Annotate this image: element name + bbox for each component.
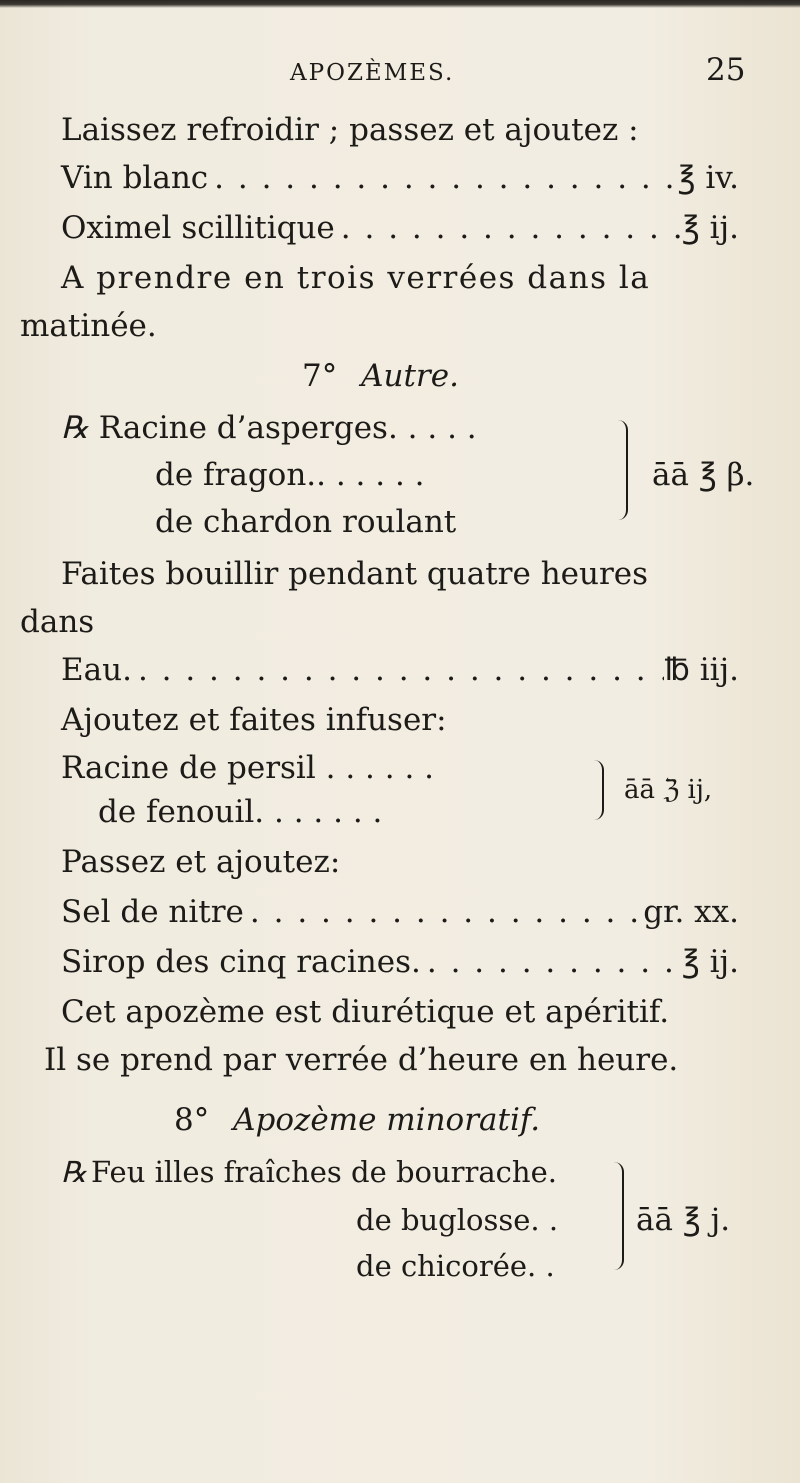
ingredient-line [61, 408, 477, 448]
group-quantity: āā ℥ β. [652, 457, 755, 493]
leader-dots [335, 208, 682, 248]
recipe-symbol-icon: ℞ [61, 1155, 87, 1189]
section-heading [174, 1100, 540, 1140]
text-line: Faites bouillir pendant quatre heures [61, 556, 649, 592]
ingredient-row [61, 942, 739, 982]
leader-dots [208, 158, 677, 198]
section-number: 7° [302, 358, 338, 394]
ingredient-quantity: ℥ ij. [681, 944, 739, 980]
ingredient-row [61, 892, 739, 932]
section-heading [302, 356, 459, 396]
ingredient-quantity: ℥ iv. [677, 160, 739, 196]
leader-dots [421, 942, 682, 982]
text-line: Il se prend par verrée d’heure en heure. [44, 1042, 679, 1078]
ingredient-label: Racine d’asperges. . . . . [98, 410, 477, 446]
ingredient-quantity: ℥ ij. [681, 210, 739, 246]
ingredient-row [61, 650, 739, 690]
text-line: Passez et ajoutez: [61, 844, 341, 880]
ingredient-line: de fenouil. . . . . . . [98, 794, 383, 830]
ingredient-line: de chardon roulant [155, 504, 457, 540]
ingredient-row [61, 208, 739, 248]
text-line: Cet apozème est diurétique et apéritif. [61, 994, 670, 1030]
grouping-brace [612, 420, 628, 520]
ingredient-label: Feu illes fraîches de bourrache. [91, 1155, 557, 1189]
page-top-edge [0, 0, 800, 8]
text-line: Ajoutez et faites infuser: [61, 702, 447, 738]
ingredient-line: de buglosse. . [356, 1203, 559, 1237]
section-title: Autre. [361, 358, 459, 394]
recipe-symbol-icon: ℞ [61, 410, 89, 446]
running-title: APOZÈMES. [290, 60, 455, 86]
ingredient-label: Sirop des cinq racines. [61, 944, 421, 980]
section-number: 8° [174, 1102, 210, 1138]
ingredient-line [61, 1152, 557, 1192]
grouping-brace [592, 760, 604, 820]
ingredient-label: Oximel scillitique [61, 210, 335, 246]
page-number: 25 [706, 52, 746, 88]
group-quantity: āā ℨ ij, [624, 775, 713, 805]
ingredient-label: Vin blanc [61, 160, 209, 196]
group-quantity: āā ℥ j. [636, 1202, 731, 1238]
ingredient-row [61, 158, 739, 198]
section-title: Apozème minoratif. [233, 1102, 541, 1138]
ingredient-quantity: ℔ iij. [664, 652, 739, 688]
ingredient-line: Racine de persil . . . . . . [61, 750, 435, 786]
ingredient-line: de chicorée. . [356, 1249, 555, 1283]
ingredient-label: Sel de nitre [61, 894, 244, 930]
ingredient-quantity: gr. xx. [643, 894, 739, 930]
text-line: dans [20, 604, 95, 640]
leader-dots [132, 650, 665, 690]
text-line: Laissez refroidir ; passez et ajoutez : [61, 112, 639, 148]
text-line: matinée. [20, 308, 157, 344]
leader-dots [244, 892, 643, 932]
ingredient-label: Eau. [61, 652, 132, 688]
running-header [0, 52, 800, 92]
text-line: A prendre en trois verrées dans la [61, 260, 651, 296]
grouping-brace [610, 1162, 624, 1270]
ingredient-line: de fragon.. . . . . . [155, 457, 425, 493]
